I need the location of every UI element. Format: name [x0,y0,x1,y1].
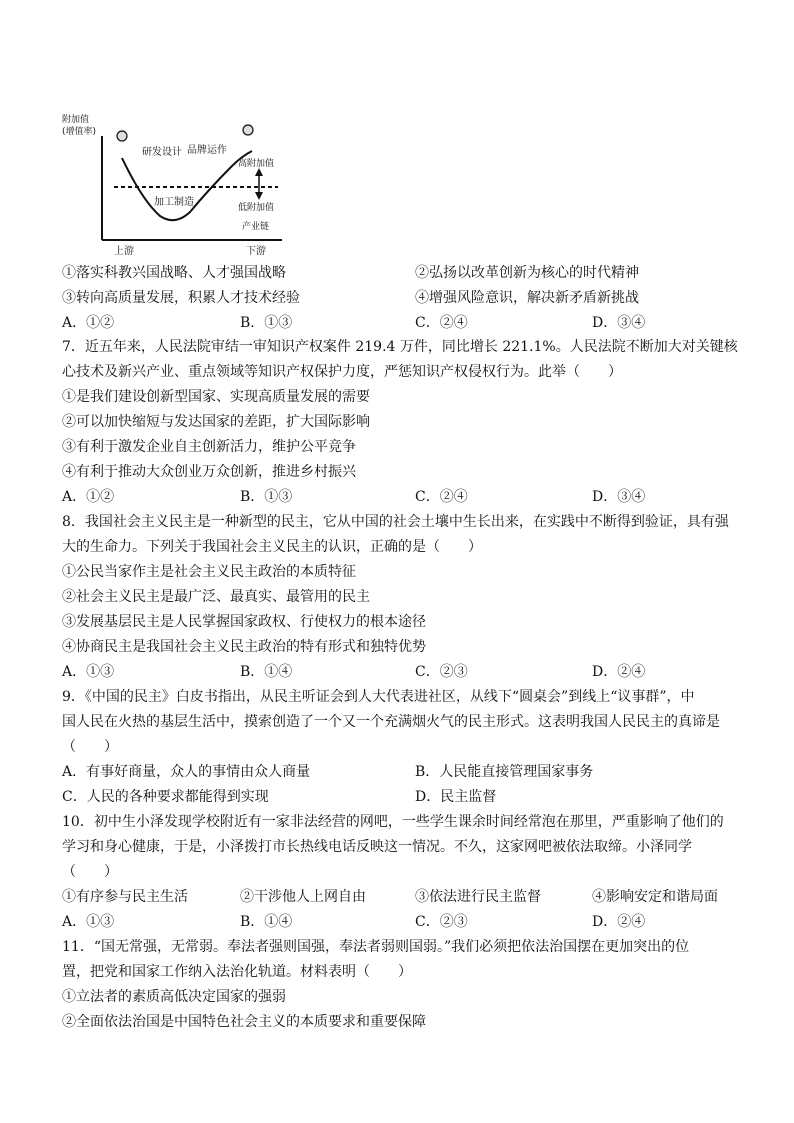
q7-stem-line-2: 心技术及新兴产业、重点领域等知识产权保护力度，严惩知识产权侵权行为。此举（ ） [62,364,622,380]
q10-stem-line-3: （ ） [62,864,118,880]
q10-statement-2: ②干涉他人上网自由 [240,889,366,905]
q10-statement-3: ③依法进行民主监督 [415,889,541,905]
rd-label: 研发设计 [142,147,182,158]
high-value-label: 高附加值 [238,159,275,169]
q8-option-c: C．②③ [415,664,468,680]
q8-option-a: A．①③ [62,664,115,680]
q6-option-d: D．③④ [592,315,646,331]
q7-stem-line-1: 7．近五年来，人民法院审结一审知识产权案件 219.4 万件，同比增长 221.1%。人民法院不断加大对关键核 [62,339,738,355]
q7-statement-2: ②可以加快缩短与发达国家的差距，扩大国际影响 [62,414,370,430]
q8-statement-2: ②社会主义民主是最广泛、最真实、最管用的民主 [62,589,370,605]
q8-statement-1: ①公民当家作主是社会主义民主政治的本质特征 [62,564,356,580]
q10-option-d: D．②④ [592,914,646,930]
q6-option-b: B．①③ [240,315,293,331]
q7-statement-4: ④有利于推动大众创业万众创新，推进乡村振兴 [62,464,356,480]
q9-stem-line-1: 9．《中国的民主》白皮书指出，从民主听证会到人大代表进社区，从线下“圆桌会”到线上“议事群”，中 [62,689,695,705]
q11-stem-line-1: 11．“国无常强，无常弱。奉法者强则国强，奉法者弱则国弱。”我们必须把依法治国摆在更加突出的位 [62,939,690,955]
industry-chain-label: 产业链 [242,222,270,232]
q7-option-b: B．①③ [240,489,293,505]
left-circle-marker [117,131,127,141]
smile-curve-figure [60,108,290,258]
q10-option-a: A．①③ [62,914,115,930]
arrow-down-icon [255,192,263,200]
q11-statement-2: ②全面依法治国是中国特色社会主义的本质要求和重要保障 [62,1014,426,1030]
downstream-label: 下游 [246,246,266,257]
q10-stem-line-1: 10．初中生小泽发现学校附近有一家非法经营的网吧，一些学生课余时间经常泡在那里，严重影响了他们的 [62,814,724,830]
q10-statement-1: ①有序参与民主生活 [62,889,188,905]
q8-stem-line-2: 大的生命力。下列关于我国社会主义民主的认识，正确的是（ ） [62,539,482,555]
y-axis-sublabel: (增值率) [62,127,97,137]
q9-option-a: A．有事好商量，众人的事情由众人商量 [62,764,311,780]
q6-statement-1: ①落实科教兴国战略、人才强国战略 [62,265,286,281]
y-axis-label: 附加值 [62,115,90,125]
q8-option-d: D．②④ [592,664,646,680]
brand-label: 品牌运作 [187,145,227,156]
q6-statement-2: ②弘扬以改革创新为核心的时代精神 [415,265,639,281]
processing-label: 加工制造 [154,197,194,208]
q8-stem-line-1: 8．我国社会主义民主是一种新型的民主，它从中国的社会土壤中生长出来，在实践中不断得到验证，具有强 [62,514,729,530]
q6-statement-3: ③转向高质量发展，积累人才技术经验 [62,290,300,306]
q8-statement-4: ④协商民主是我国社会主义民主政治的特有形式和独特优势 [62,639,426,655]
low-value-label: 低附加值 [238,203,275,213]
q9-stem-line-2: 国人民在火热的基层生活中，摸索创造了一个又一个充满烟火气的民主形式。这表明我国人民民主的真谛是 [62,714,720,730]
q6-option-a: A．①② [62,315,115,331]
q6-statement-4: ④增强风险意识，解决新矛盾新挑战 [415,290,639,306]
q7-statement-1: ①是我们建设创新型国家、实现高质量发展的需要 [62,389,370,405]
q9-option-d: D．民主监督 [415,789,497,805]
q7-option-d: D．③④ [592,489,646,505]
q10-statement-4: ④影响安定和谐局面 [592,889,718,905]
q8-statement-3: ③发展基层民主是人民掌握国家政权、行使权力的根本途径 [62,614,426,630]
q10-option-b: B．①④ [240,914,293,930]
q9-option-c: C．人民的各种要求都能得到实现 [62,789,269,805]
q11-statement-1: ①立法者的素质高低决定国家的强弱 [62,989,286,1005]
upstream-label: 上游 [114,246,134,257]
q10-stem-line-2: 学习和身心健康，于是，小泽拨打市长热线电话反映这一情况。不久，这家网吧被依法取缔。小泽同学 [62,839,692,855]
smile-curve [122,151,252,220]
q7-option-a: A．①② [62,489,115,505]
q7-statement-3: ③有利于激发企业自主创新活力，维护公平竞争 [62,439,356,455]
right-circle-marker [243,125,253,135]
q9-option-b: B．人民能直接管理国家事务 [415,764,594,780]
q10-option-c: C．②③ [415,914,468,930]
q8-option-b: B．①④ [240,664,293,680]
q7-option-c: C．②④ [415,489,468,505]
arrow-up-icon [255,168,263,176]
q6-option-c: C．②④ [415,315,468,331]
q11-stem-line-2: 置，把党和国家工作纳入法治化轨道。材料表明（ ） [62,964,412,980]
q9-stem-line-3: （ ） [62,739,118,755]
